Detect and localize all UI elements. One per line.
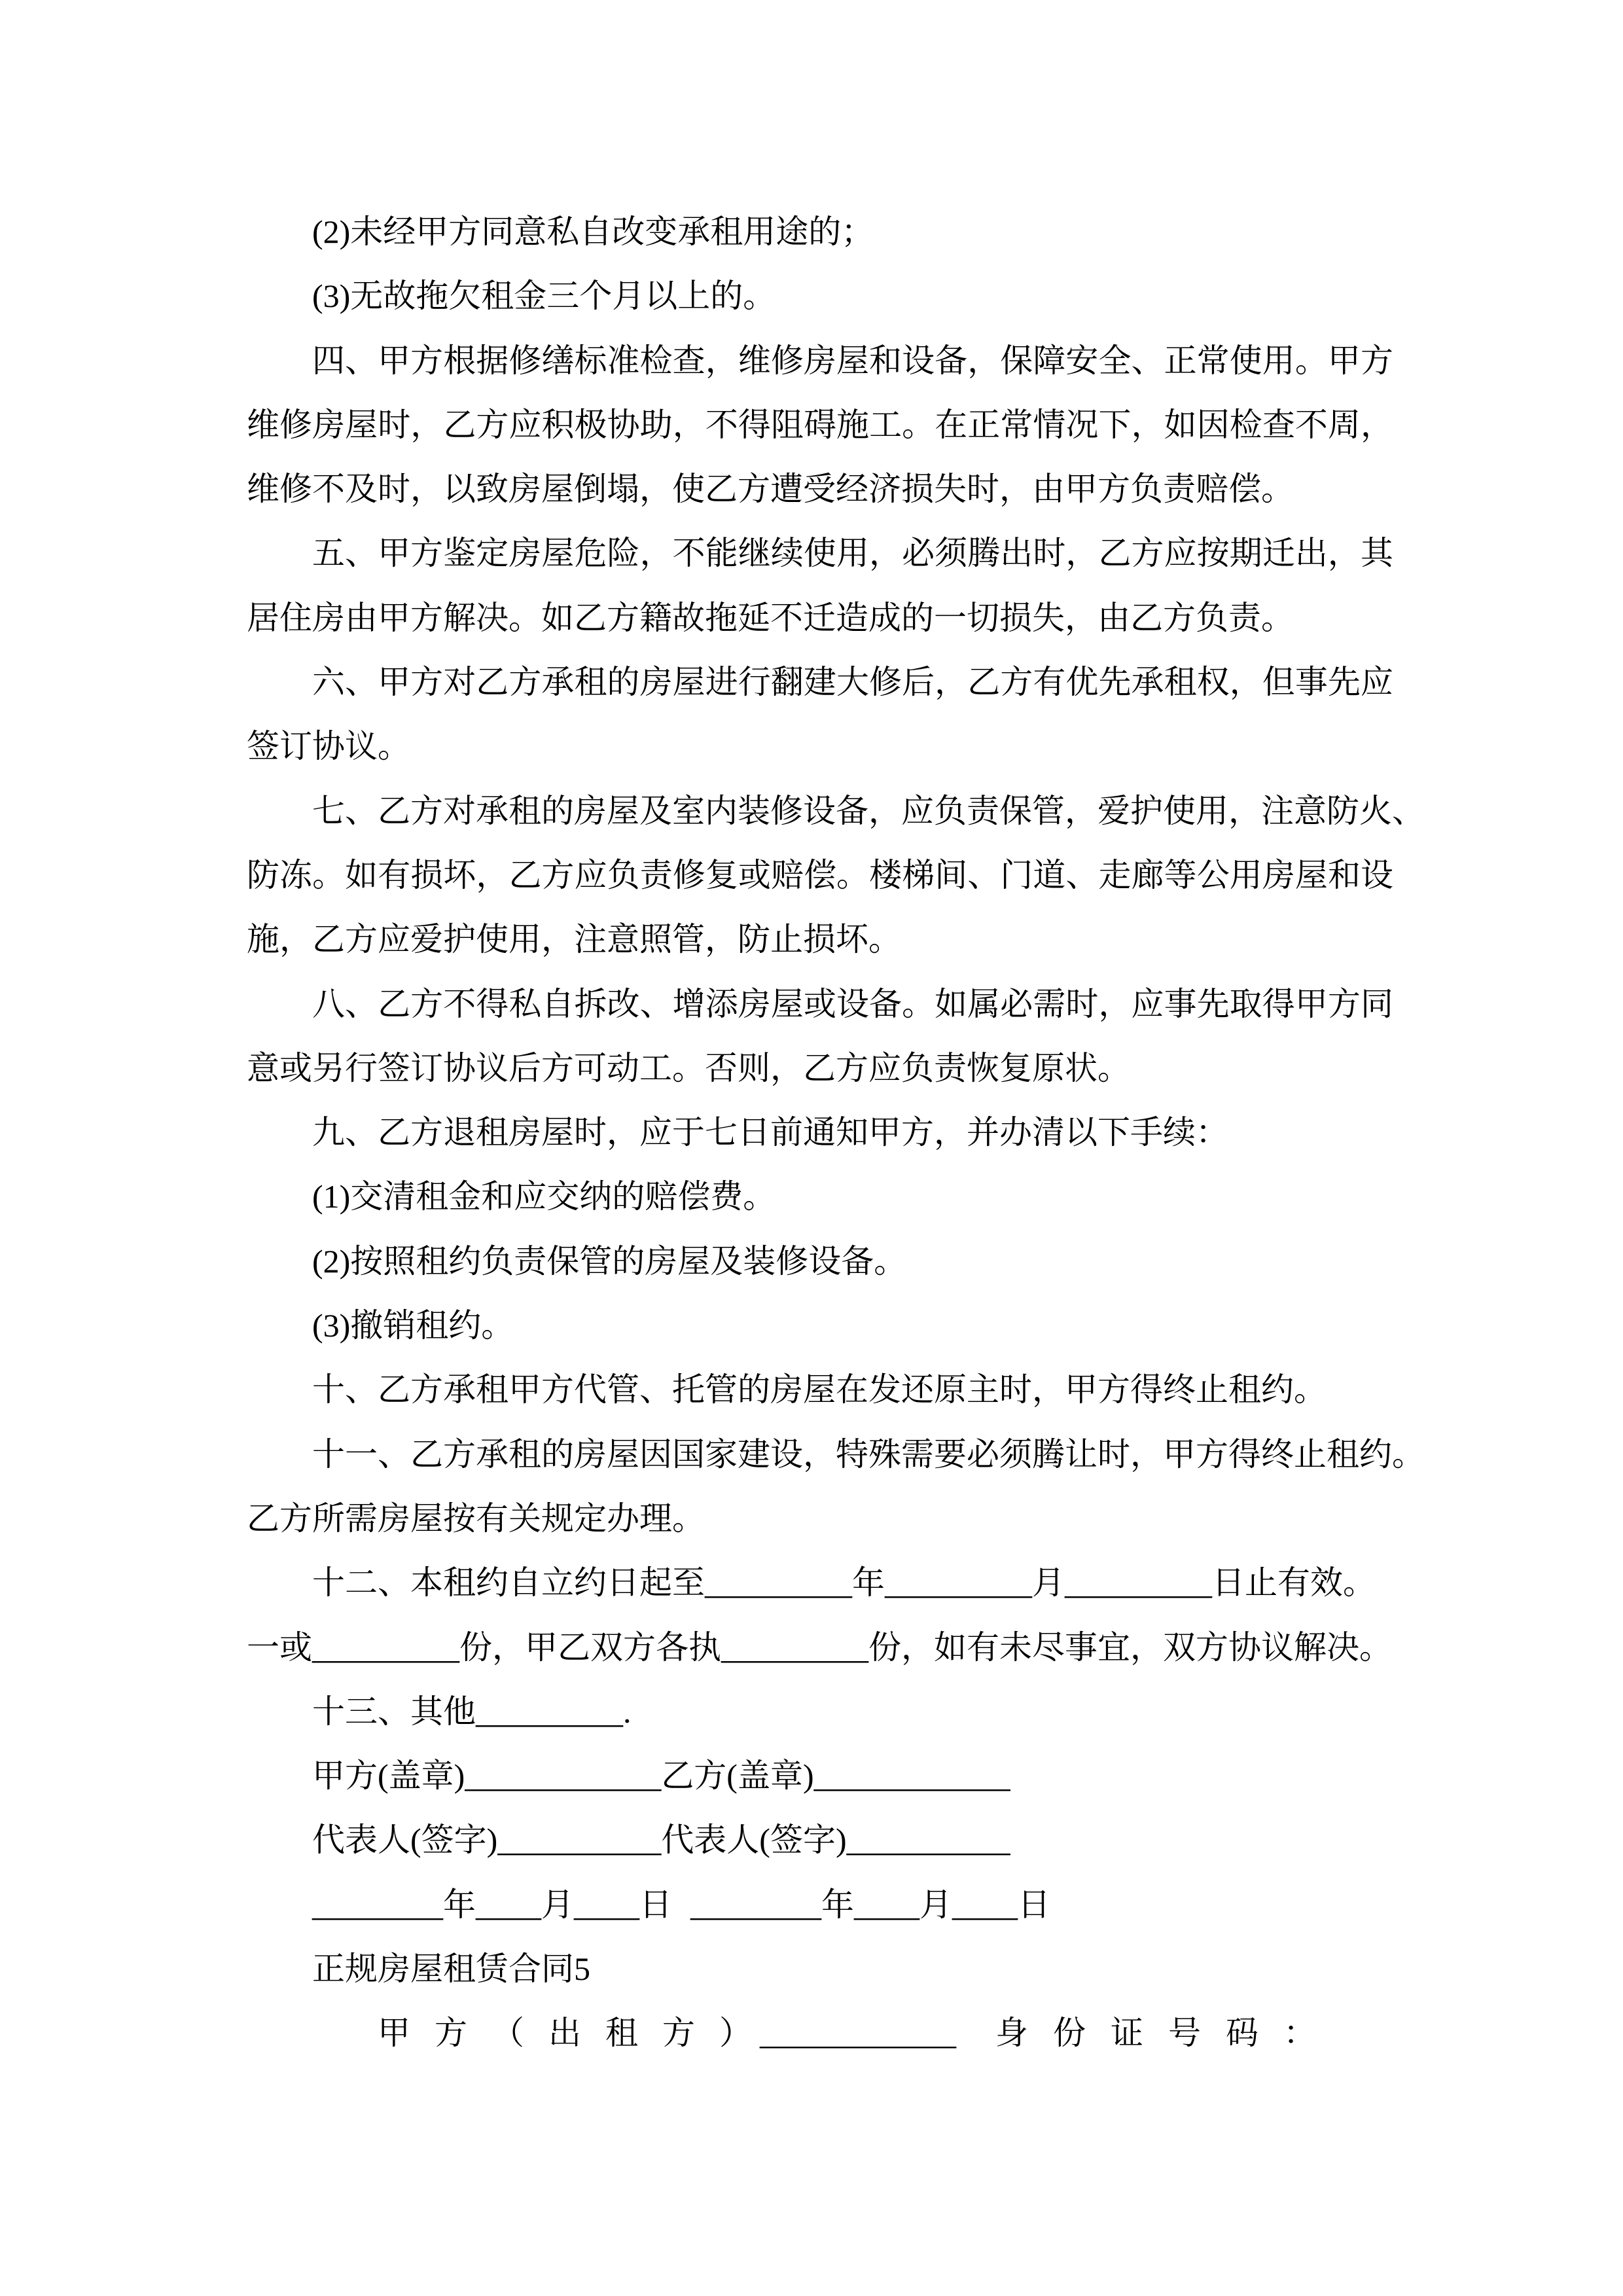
rep-b-label: 代表人(签字) (661, 1821, 847, 1859)
party-a-seal-label: 甲方(盖章) (312, 1757, 465, 1795)
clause-11-line-2: 乙方所需房屋按有关规定办理。 (247, 1499, 705, 1537)
clause-4-line-3: 维修不及时，以致房屋倒塌，使乙方遭受经济损失时，由甲方负责赔偿。 (247, 471, 1294, 508)
clause-8-line-2: 意或另行签订协议后方可动工。否则，乙方应负责恢复原状。 (247, 1049, 1130, 1086)
term-year-label: 年 (852, 1564, 885, 1602)
clause-4-line-1: 四、甲方根据修缮标准检查，维修房屋和设备，保障安全、正常使用。甲方 (312, 342, 1393, 379)
clause-9-item-1: (1)交清租金和应交纳的赔偿费。 (312, 1178, 776, 1215)
rep-a-label: 代表人(签字) (312, 1821, 498, 1859)
other-blank: _________ (476, 1693, 623, 1730)
term-month-label: 月 (1032, 1564, 1065, 1602)
date-a-day-label: 日 (639, 1886, 672, 1923)
lessor-name-blank: ____________ (760, 2015, 956, 2052)
representative-signature-line (247, 1808, 1393, 1872)
clause-12-term-line (247, 1551, 1393, 1615)
lessor-line (247, 2001, 1393, 2065)
clause-11-line-1: 十一、乙方承租的房屋因国家建设，特殊需要必须腾让时，甲方得终止租约。 (312, 1435, 1425, 1473)
date-b-day-blank: ____ (952, 1886, 1018, 1923)
copies-suffix: 份，如有未尽事宜，双方协议解决。 (868, 1628, 1392, 1666)
copies-count-blank: _________ (312, 1628, 459, 1666)
date-a-month-label: 月 (541, 1886, 574, 1923)
date-a-year-label: 年 (443, 1886, 476, 1923)
term-year-blank: _________ (705, 1564, 852, 1602)
term-day-blank: _________ (1065, 1564, 1212, 1602)
clause-13-line (247, 1679, 1393, 1744)
date-b-year-label: 年 (821, 1886, 854, 1923)
copies-prefix: 一或 (247, 1628, 312, 1666)
clause-4-line-2: 维修房屋时，乙方应积极协助，不得阻碍施工。在正常情况下，如因检查不周， (247, 406, 1393, 443)
date-a-year-blank: ________ (312, 1886, 443, 1923)
date-b-year-blank: ________ (690, 1886, 821, 1923)
party-b-seal-label: 乙方(盖章) (661, 1757, 814, 1795)
party-a-seal-blank: ____________ (465, 1757, 662, 1795)
date-a (312, 1886, 672, 1923)
clause-item-3-line: (3)无故拖欠租金三个月以上的。 (312, 278, 776, 315)
other-label: 十三、其他 (312, 1693, 476, 1730)
clause-9-line: 九、乙方退租房屋时，应于七日前通知甲方，并办清以下手续： (312, 1114, 1228, 1151)
term-suffix: 日止有效。 (1212, 1564, 1376, 1602)
clause-10-line: 十、乙方承租甲方代管、托管的房屋在发还原主时，甲方得终止租约。 (312, 1371, 1327, 1408)
date-a-month-blank: ____ (476, 1886, 541, 1923)
lessor-label: 甲方（出租方） (378, 2015, 776, 2052)
signature-date-line (247, 1873, 1393, 1937)
clause-7-line-1: 七、乙方对承租的房屋及室内装修设备，应负责保管，爱护使用，注意防火、 (312, 792, 1425, 829)
date-b-day-label: 日 (1018, 1886, 1050, 1923)
copies-middle: 份，甲乙双方各执 (459, 1628, 721, 1666)
term-month-blank: _________ (885, 1564, 1032, 1602)
clause-8-line-1: 八、乙方不得私自拆改、增添房屋或设备。如属必需时，应事先取得甲方同 (312, 985, 1393, 1022)
clause-5-line-2: 居住房由甲方解决。如乙方籍故拖延不迁造成的一切损失，由乙方负责。 (247, 599, 1294, 636)
clause-6-line-1: 六、甲方对乙方承租的房屋进行翻建大修后，乙方有优先承租权，但事先应 (312, 664, 1393, 701)
clause-9-item-2: (2)按照租约负责保管的房屋及装修设备。 (312, 1242, 907, 1280)
next-contract-title: 正规房屋租赁合同5 (312, 1950, 590, 1988)
date-a-day-blank: ____ (574, 1886, 639, 1923)
clause-9-item-3: (3)撤销租约。 (312, 1307, 514, 1344)
clause-7-line-3: 施，乙方应爱护使用，注意照管，防止损坏。 (247, 921, 901, 958)
clause-12-copies-line (247, 1615, 1393, 1679)
clause-7-line-2: 防冻。如有损坏，乙方应负责修复或赔偿。楼梯间、门道、走廊等公用房屋和设 (247, 856, 1393, 893)
copies-each-blank: _________ (721, 1628, 868, 1666)
term-prefix: 十二、本租约自立约日起至 (312, 1564, 705, 1602)
date-b-month-label: 月 (919, 1886, 952, 1923)
contract-body (247, 200, 1425, 2066)
id-number-label: 身份证号码： (995, 2015, 1341, 2052)
clause-6-line-2: 签订协议。 (247, 728, 410, 765)
date-b-month-blank: ____ (854, 1886, 919, 1923)
date-b (690, 1886, 1050, 1923)
clause-item-2-line: (2)未经甲方同意私自改变承租用途的； (312, 213, 874, 250)
rep-a-blank: __________ (497, 1821, 662, 1859)
seal-signature-line (247, 1744, 1393, 1808)
other-suffix: . (623, 1693, 632, 1730)
party-b-seal-blank: ____________ (813, 1757, 1010, 1795)
clause-5-line-1: 五、甲方鉴定房屋危险，不能继续使用，必须腾出时，乙方应按期迁出，其 (312, 535, 1393, 572)
rep-b-blank: __________ (846, 1821, 1010, 1859)
